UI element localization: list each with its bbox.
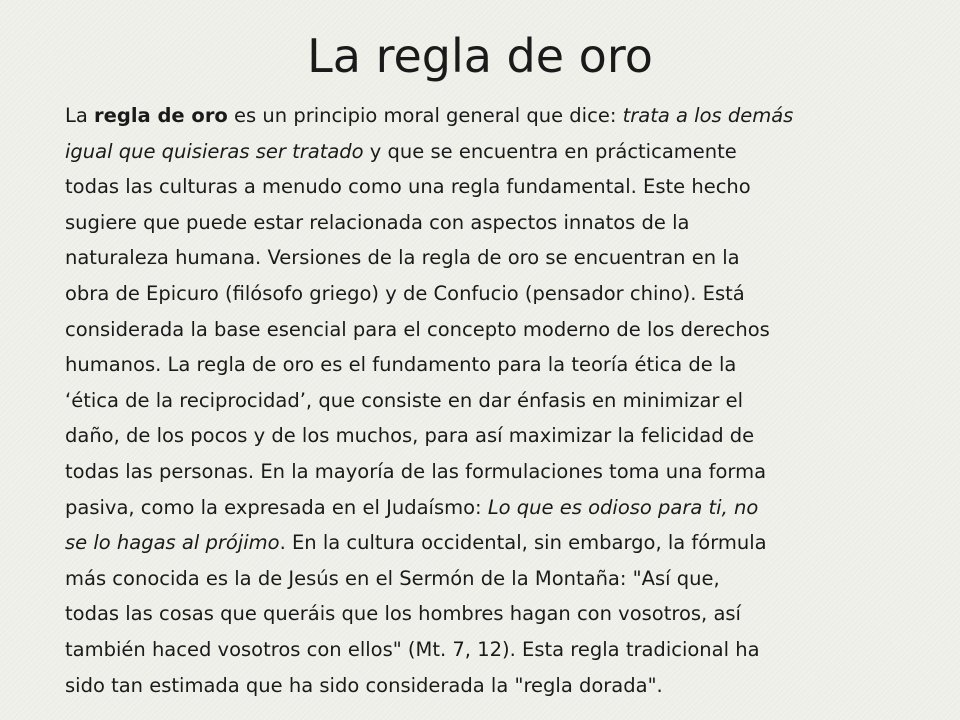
- paragraph-line: [65, 668, 920, 704]
- paragraph-line: [65, 169, 920, 205]
- italic-text: trata a los demás: [622, 104, 794, 127]
- slide-title: La regla de oro: [307, 29, 653, 83]
- paragraph-line: [65, 134, 920, 170]
- text-segment: . En la cultura occidental, sin embargo, la fórmula: [279, 531, 767, 555]
- italic-text: Lo que es odioso para ti, no: [487, 495, 759, 519]
- text-segment: sido tan estimada que ha sido considerada la "regla dorada".: [65, 673, 663, 697]
- bold-text: regla de oro: [94, 104, 228, 127]
- paragraph-line: [65, 454, 920, 490]
- text-segment: y que se encuentra en prácticamente: [363, 139, 737, 163]
- body-paragraph: [65, 98, 920, 703]
- text-segment: todas las culturas a menudo como una regla fundamental. Este hecho: [65, 175, 751, 199]
- paragraph-line: [65, 312, 920, 348]
- italic-text: igual que quisieras ser tratado: [65, 139, 364, 163]
- text-segment: naturaleza humana. Versiones de la regla de oro se encuentran en la: [65, 246, 740, 270]
- paragraph-line: [65, 418, 920, 454]
- italic-text: se lo hagas al prójimo: [65, 531, 280, 555]
- paragraph-line: [65, 632, 920, 668]
- text-segment: todas las cosas que queráis que los hombres hagan con vosotros, así: [65, 602, 741, 626]
- paragraph-line: [65, 561, 920, 597]
- paragraph-line: [65, 525, 920, 561]
- paragraph-line: [65, 347, 920, 383]
- text-segment: todas las personas. En la mayoría de las formulaciones toma una forma: [65, 459, 767, 483]
- text-segment: pasiva, como la expresada en el Judaísmo:: [65, 495, 488, 519]
- text-segment: ‘ética de la reciprocidad’, que consiste en dar énfasis en minimizar el: [65, 388, 744, 412]
- text-segment: más conocida es la de Jesús en el Sermón de la Montaña: "Así que,: [65, 566, 720, 590]
- text-segment: es un principio moral general que dice:: [227, 104, 623, 127]
- text-segment: humanos. La regla de oro es el fundamento para la teoría ética de la: [65, 353, 737, 377]
- text-segment: sugiere que puede estar relacionada con aspectos innatos de la: [65, 210, 690, 234]
- text-segment: daño, de los pocos y de los muchos, para así maximizar la felicidad de: [65, 424, 755, 448]
- paragraph-line: [65, 98, 920, 134]
- paragraph-line: [65, 596, 920, 632]
- paragraph-line: [65, 276, 920, 312]
- text-segment: considerada la base esencial para el concepto moderno de los derechos: [65, 317, 770, 341]
- paragraph-line: [65, 205, 920, 241]
- text-segment: La: [65, 104, 95, 127]
- text-segment: también haced vosotros con ellos" (Mt. 7, 12). Esta regla tradicional ha: [65, 637, 760, 661]
- paragraph-line: [65, 490, 920, 526]
- text-segment: obra de Epicuro (filósofo griego) y de Confucio (pensador chino). Está: [65, 281, 745, 305]
- paragraph-line: [65, 240, 920, 276]
- paragraph-line: [65, 383, 920, 419]
